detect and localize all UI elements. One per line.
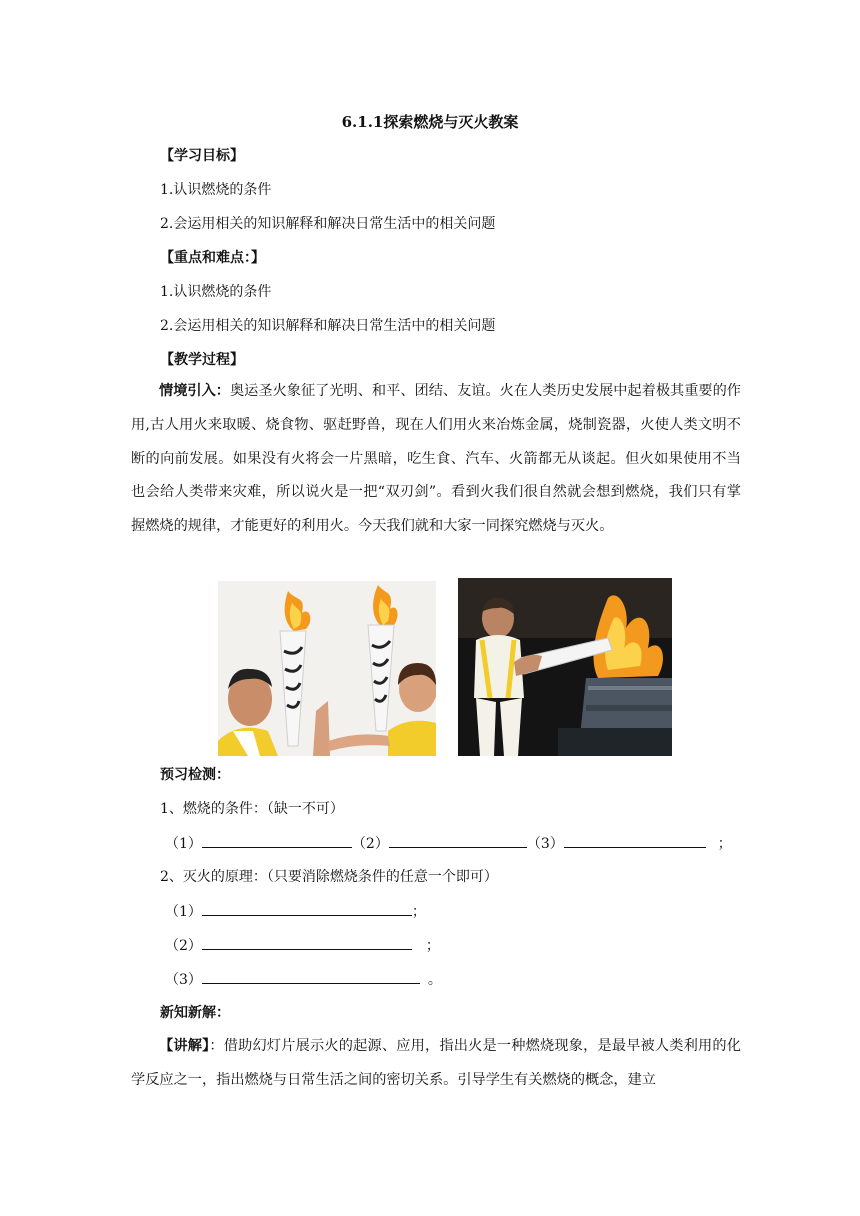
blank-label: （3） <box>526 836 564 852</box>
section-heading-process: 【教学过程】 <box>160 352 244 368</box>
section-heading-goals: 【学习目标】 <box>160 148 244 164</box>
lecture-lead: 【讲解】 <box>159 1038 210 1054</box>
blank-label: （3） <box>165 972 202 988</box>
line-end-mark: 。 <box>427 972 442 988</box>
answer-blank[interactable] <box>389 833 527 848</box>
intro-lead: 情境引入： <box>159 383 230 399</box>
line-end-mark: ； <box>411 904 426 920</box>
question-1: 1、燃烧的条件：（缺一不可） <box>160 801 344 817</box>
blank-label: （2） <box>165 938 202 954</box>
new-knowledge-heading: 新知新解： <box>160 1005 230 1021</box>
blank-label: （1） <box>165 836 202 852</box>
torch-relay-photo <box>218 581 436 756</box>
answer-blank[interactable] <box>202 935 412 950</box>
answer-blank[interactable] <box>564 833 706 848</box>
question-2-item <box>165 901 426 922</box>
lecture-paragraph <box>131 1030 741 1098</box>
section-heading-key-points: 【重点和难点：】 <box>160 250 265 266</box>
intro-paragraph <box>131 375 741 544</box>
intro-text: 奥运圣火象征了光明、和平、团结、友谊。火在人类历史发展中起着极其重要的作用,古人用火来取暖、烧食物、驱赶野兽，现在人们用火来冶炼金属，烧制瓷器，火使人类文明不断的向前发展。如果没有火将会一片黑暗，吃生食、汽车、火箭都无从谈起。但火如果使用不当也会给人类带来灾难，所以说火是一把“双刃剑”。看到火我们很自然就会想到燃烧，我们只有掌握燃烧的规律，才能更好的利用火。今天我们就和大家一同探究燃烧与灭火。 <box>131 383 741 535</box>
question-1-blanks <box>165 833 732 854</box>
preview-heading: 预习检测： <box>160 767 230 783</box>
key-point-item: 2.会运用相关的知识解释和解决日常生活中的相关问题 <box>160 318 496 334</box>
goal-item: 2.会运用相关的知识解释和解决日常生活中的相关问题 <box>160 216 496 232</box>
key-point-item: 1.认识燃烧的条件 <box>160 284 272 300</box>
blank-label: （1） <box>165 904 202 920</box>
question-2-item <box>165 969 442 990</box>
answer-blank[interactable] <box>202 969 420 984</box>
cauldron-lighting-photo <box>458 578 672 756</box>
goal-item: 1.认识燃烧的条件 <box>160 182 272 198</box>
answer-blank[interactable] <box>202 833 352 848</box>
line-end-mark: ； <box>717 836 732 852</box>
question-2: 2、灭火的原理：（只要消除燃烧条件的任意一个即可） <box>160 869 498 885</box>
lecture-text: ：借助幻灯片展示火的起源、应用，指出火是一种燃烧现象，是最早被人类利用的化学反应之一，指出燃烧与日常生活之间的密切关系。引导学生有关燃烧的概念，建立 <box>131 1038 741 1088</box>
blank-label: （2） <box>351 836 389 852</box>
question-2-item <box>165 935 440 956</box>
answer-blank[interactable] <box>202 901 412 916</box>
page-title: 6.1.1探索燃烧与灭火教案 <box>341 113 519 131</box>
line-end-mark: ； <box>425 938 440 954</box>
